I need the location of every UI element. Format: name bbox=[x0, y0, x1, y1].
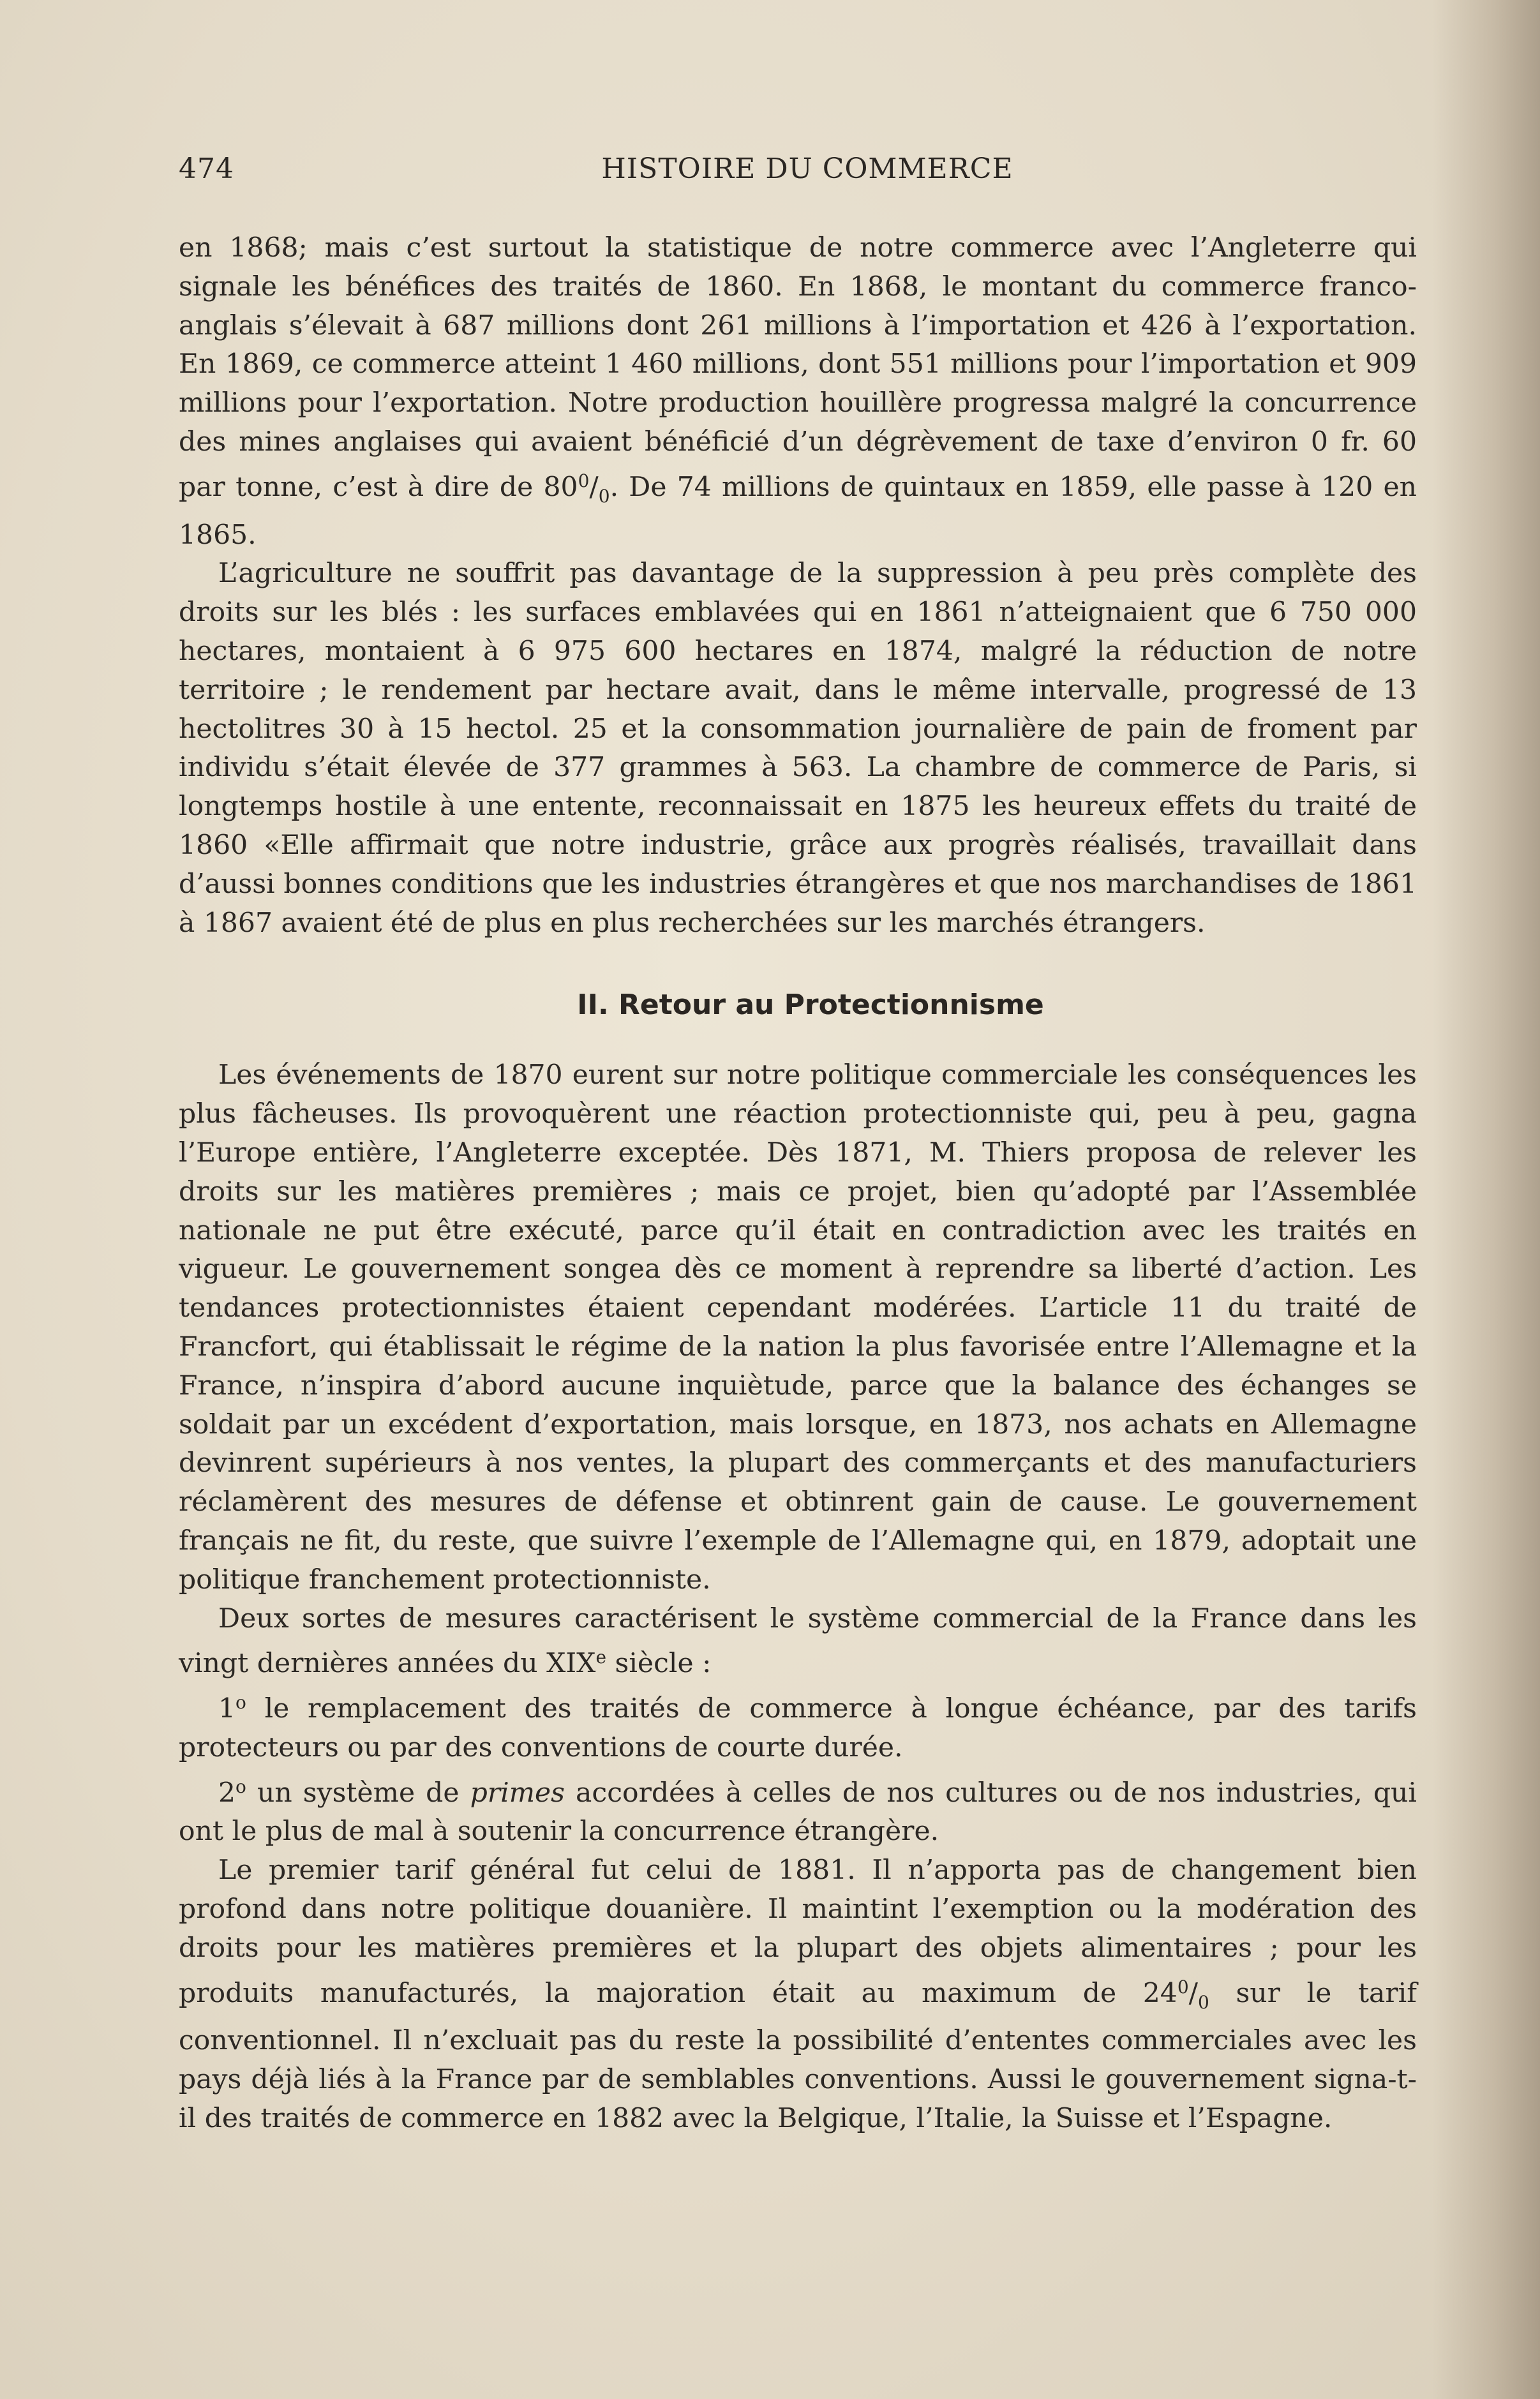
list-item-text: un système de bbox=[246, 1777, 470, 1809]
body-text bbox=[179, 229, 1417, 2139]
running-header bbox=[179, 150, 1417, 188]
page-number: 474 bbox=[179, 153, 234, 185]
superscript-e: e bbox=[595, 1647, 607, 1668]
paragraph-agriculture: L’agriculture ne souffrit pas davantage de la suppression à peu près complète des droits sur les blés : les surfaces emblavées qui en 1861 n’atteignaient que 6 750 000 hectares, montaient à 6 975 600 hectares en 1874, malgré la réduction de notre territoire ; le rendement par hectare avait, dans le même intervalle, progressé de 13 hectolitres 30 à 15 hectol. 25 et la consommation journalière de pain de froment par individu s’était élevée de 377 grammes à 563. La chambre de commerce de Paris, si longtemps hostile à une entente, reconnaissait en 1875 les heureux effets du traité de 1860 «Elle affirmait que notre industrie, grâce aux progrès réalisés, travaillait dans d’aussi bonnes conditions que les industries étrangères et que nos marchandises de 1861 à 1867 avaient été de plus en plus recherchées sur les marchés étrangers. bbox=[179, 558, 1417, 939]
list-item-text: le remplacement des traités de commerce à longue échéance, par des tarifs protecteurs ou par des conventions de courte durée. bbox=[179, 1693, 1417, 1763]
paragraph-text: Le premier tarif général fut celui de 1881. Il n’apporta pas de changement bien profond dans notre politique douanière. Il maintint l’exemption ou la modération des droits pour les matières premières et la plupart des objets alimentaires ; pour les produits manufacturés, la majoration était au maximum de 24 bbox=[179, 1855, 1417, 2009]
paragraph-evenements-1870: Les événements de 1870 eurent sur notre politique commerciale les conséquences les plus fâcheuses. Ils provoquèrent une réaction protectionniste qui, peu à peu, gagna l’Europe entière, l’Angleterre exceptée. Dès 1871, M. Thiers proposa de relever les droits sur les matières premières ; mais ce projet, bien qu’adopté par l’Assemblée nationale ne put être exécuté, parce qu’il était en contradiction avec les traités en vigueur. Le gouvernement songea dès ce moment à reprendre sa liberté d’action. Les tendances protectionnistes étaient cependant modérées. L’article 11 du traité de Francfort, qui établissait le régime de la nation la plus favorisée entre l’Allemagne et la France, n’inspira d’abord aucune inquiètude, parce que la balance des échanges se soldait par un excédent d’exportation, mais lorsque, en 1873, nos achats en Allemagne devinrent supérieurs à nos ventes, la plupart des commerçants et des manufacturiers réclamèrent des mesures de défense et obtinrent gain de cause. Le gouvernement français ne fit, du reste, que suivre l’exemple de l’Allemagne qui, en 1879, adoptait une politique franchement protectionniste. bbox=[179, 1059, 1417, 1596]
paragraph-text: en 1868; mais c’est surtout la statistique de notre commerce avec l’Angleterre qui signale les bénéfices des traités de 1860. En 1868, le montant du commerce franco-anglais s’élevait à 687 millions dont 261 millions à l’importation et 426 à l’exportation. En 1869, ce commerce atteint 1 460 millions, dont 551 millions pour l’importation et 909 millions pour l’exportation. Notre production houillère progressa malgré la concurrence des mines anglaises qui avaient bénéficié d’un dégrèvement de taxe d’environ 0 fr. 60 par tonne, c’est à dire de 80 bbox=[179, 232, 1417, 503]
running-title: HISTOIRE DU COMMERCE bbox=[601, 153, 1013, 185]
list-item-2 bbox=[179, 1768, 1417, 1852]
ordinal-superscript: o bbox=[235, 1692, 246, 1714]
percent-sign-bottom: 0 bbox=[598, 485, 610, 507]
list-item-text-end: accordées à celles de nos cultures ou de nos industries, qui ont le plus de mal à soutenir la concurrence étrangère. bbox=[179, 1777, 1417, 1848]
paragraph-text-end: . De 74 millions de quintaux en 1859, elle passe à 120 en 1865. bbox=[179, 471, 1417, 551]
paragraph-tarif-1881 bbox=[179, 1851, 1417, 2139]
list-number: 2 bbox=[218, 1777, 236, 1809]
page-content bbox=[179, 150, 1417, 2139]
paragraph-text: Deux sortes de mesures caractérisent le système commercial de la France dans les vingt dernières années du XIX bbox=[179, 1603, 1417, 1680]
percent-sign-top: 0 bbox=[578, 470, 590, 491]
ordinal-superscript: o bbox=[235, 1775, 246, 1797]
list-item-1 bbox=[179, 1684, 1417, 1768]
paragraph-text-end: siècle : bbox=[606, 1648, 712, 1680]
list-number: 1 bbox=[218, 1693, 236, 1725]
paragraph-commerce-angleterre bbox=[179, 229, 1417, 555]
paragraph-text-end: sur le tarif conventionnel. Il n’excluait pas du reste la possibilité d’ententes commerciales avec les pays déjà liés à la France par de semblables conventions. Aussi le gouvernement signa-t-il des traités de commerce en 1882 avec la Belgique, l’Italie, la Suisse et l’Espagne. bbox=[179, 1977, 1417, 2135]
percent-sign-top: 0 bbox=[1177, 1976, 1189, 1998]
percent-sign-slash: / bbox=[1188, 1977, 1198, 2009]
section-heading: II. Retour au Protectionnisme bbox=[577, 989, 1044, 1022]
percent-sign-bottom: 0 bbox=[1198, 1991, 1209, 2013]
percent-sign-slash: / bbox=[589, 471, 599, 503]
italic-word-primes: primes bbox=[470, 1777, 565, 1809]
paragraph-deux-sortes bbox=[179, 1600, 1417, 1684]
